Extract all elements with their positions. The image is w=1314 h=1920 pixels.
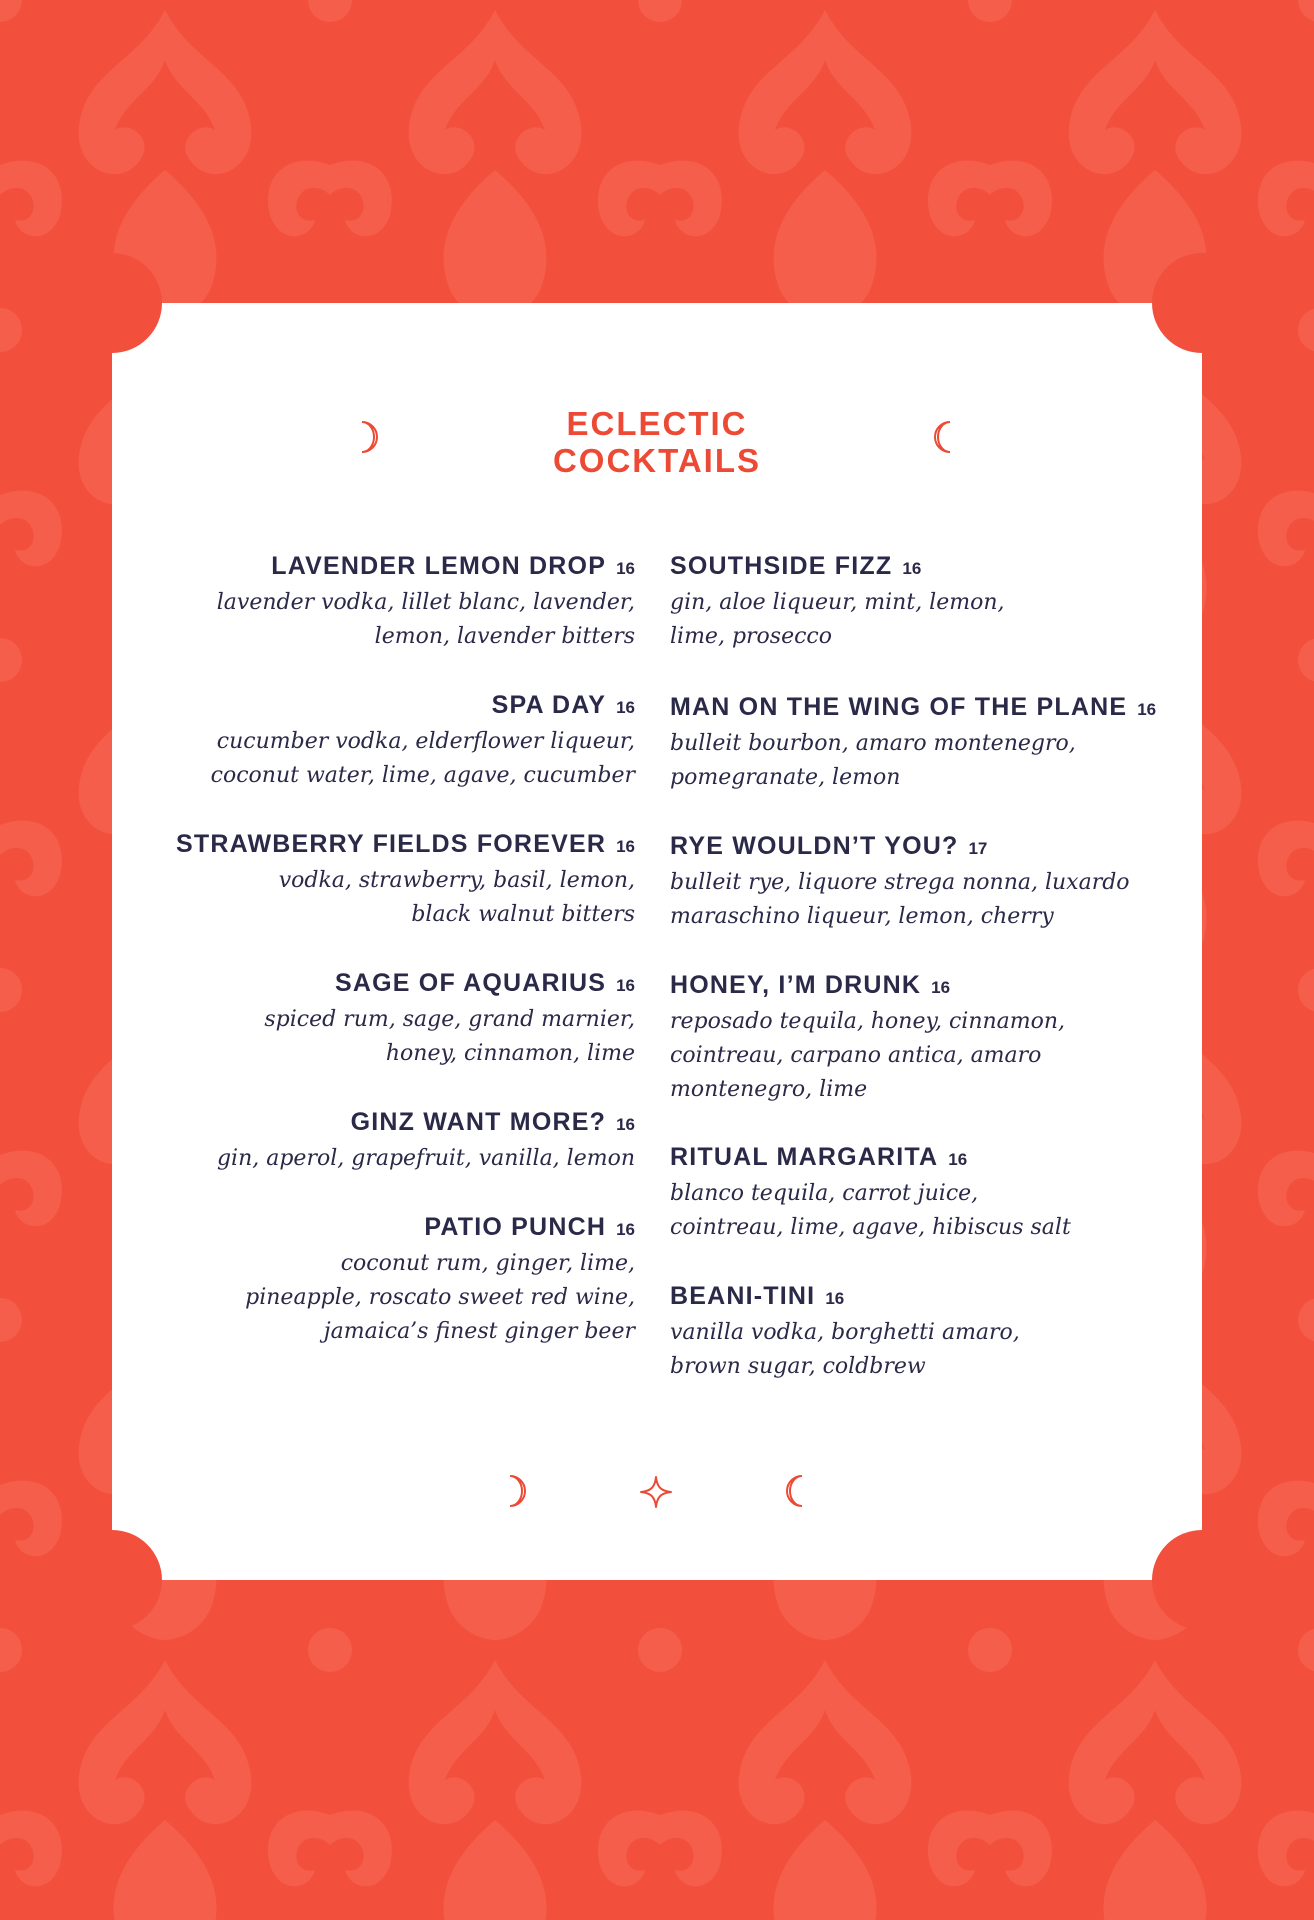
- item-description: cucumber vodka, elderflower liqueur,: [216, 729, 635, 754]
- item-name: HONEY, I’M DRUNK: [670, 971, 922, 999]
- item-name: GINZ WANT MORE?: [350, 1108, 607, 1136]
- item-description: blanco tequila, carrot juice,: [670, 1181, 979, 1206]
- item-description: brown sugar, coldbrew: [670, 1354, 926, 1379]
- menu-item: [176, 827, 635, 932]
- item-description: pineapple, roscato sweet red wine,: [245, 1285, 635, 1310]
- menu-item: [670, 1140, 1071, 1245]
- item-name: STRAWBERRY FIELDS FOREVER: [176, 830, 607, 858]
- menu-title-line2: COCKTAILS: [552, 442, 762, 479]
- item-name: BEANI-TINI: [670, 1282, 816, 1310]
- card-corner-notch: [1152, 1530, 1252, 1630]
- item-price: 16: [616, 837, 635, 856]
- item-name: LAVENDER LEMON DROP: [271, 552, 607, 580]
- item-name: PATIO PUNCH: [424, 1213, 607, 1241]
- item-description: bulleit rye, liquore strega nonna, luxardo: [670, 870, 1130, 895]
- item-price: 17: [968, 839, 988, 858]
- item-price: 16: [616, 1115, 635, 1134]
- item-description: jamaica’s finest ginger beer: [323, 1319, 635, 1344]
- item-name: SOUTHSIDE FIZZ: [670, 552, 893, 580]
- menu-item: [245, 1210, 635, 1349]
- item-price: 16: [825, 1289, 845, 1308]
- menu-item: [670, 1279, 1020, 1384]
- item-description: gin, aperol, grapefruit, vanilla, lemon: [216, 1146, 635, 1171]
- item-description: coconut water, lime, agave, cucumber: [210, 763, 635, 788]
- item-name: SPA DAY: [491, 691, 607, 719]
- menu-item: [670, 549, 1005, 654]
- card-corner-notch: [62, 253, 162, 353]
- menu-card: [112, 303, 1202, 1580]
- crescent-moon-icon: [928, 419, 958, 455]
- item-description: black walnut bitters: [411, 902, 635, 927]
- item-description: honey, cinnamon, lime: [385, 1041, 635, 1066]
- item-price: 16: [616, 559, 635, 578]
- crescent-moon-icon: [502, 1473, 532, 1509]
- sparkle-star-icon: [639, 1475, 673, 1509]
- item-description: pomegranate, lemon: [670, 765, 901, 790]
- menu-item: [670, 968, 1065, 1107]
- item-description: lemon, lavender bitters: [374, 624, 635, 649]
- item-description: cointreau, lime, agave, hibiscus salt: [670, 1215, 1071, 1240]
- item-description: cointreau, carpano antica, amaro: [670, 1043, 1042, 1068]
- item-price: 16: [948, 1150, 968, 1169]
- item-description: reposado tequila, honey, cinnamon,: [670, 1009, 1066, 1034]
- item-price: 16: [616, 698, 635, 717]
- card-corner-notch: [1152, 253, 1252, 353]
- item-description: vanilla vodka, borghetti amaro,: [670, 1320, 1020, 1345]
- item-name: RITUAL MARGARITA: [670, 1143, 939, 1171]
- menu-item: [670, 690, 1156, 795]
- item-price: 16: [616, 1220, 635, 1239]
- item-price: 16: [616, 976, 635, 995]
- item-description: bulleit bourbon, amaro montenegro,: [670, 731, 1076, 756]
- item-description: coconut rum, ginger, lime,: [340, 1251, 635, 1276]
- item-name: SAGE OF AQUARIUS: [335, 969, 607, 997]
- item-name: MAN ON THE WING OF THE PLANE: [670, 693, 1128, 721]
- item-description: lavender vodka, lillet blanc, lavender,: [216, 590, 635, 615]
- crescent-moon-icon: [354, 419, 384, 455]
- menu-title-line1: ECLECTIC: [566, 405, 748, 442]
- item-price: 16: [931, 978, 951, 997]
- menu-title: [112, 405, 1202, 479]
- item-name: RYE WOULDN’T YOU?: [670, 832, 959, 860]
- menu-item: [264, 966, 635, 1071]
- item-description: lime, prosecco: [670, 624, 832, 649]
- menu-item: [217, 549, 635, 654]
- item-description: maraschino liqueur, lemon, cherry: [670, 904, 1054, 929]
- item-price: 16: [902, 559, 922, 578]
- item-description: vodka, strawberry, basil, lemon,: [278, 868, 635, 893]
- item-price: 16: [1137, 700, 1157, 719]
- item-description: spiced rum, sage, grand marnier,: [264, 1007, 635, 1032]
- menu-item: [217, 1105, 635, 1176]
- card-corner-notch: [62, 1530, 162, 1630]
- menu-item: [211, 688, 635, 793]
- crescent-moon-icon: [780, 1473, 810, 1509]
- item-description: gin, aloe liqueur, mint, lemon,: [670, 590, 1005, 615]
- item-description: montenegro, lime: [670, 1077, 868, 1102]
- menu-item: [670, 829, 1130, 934]
